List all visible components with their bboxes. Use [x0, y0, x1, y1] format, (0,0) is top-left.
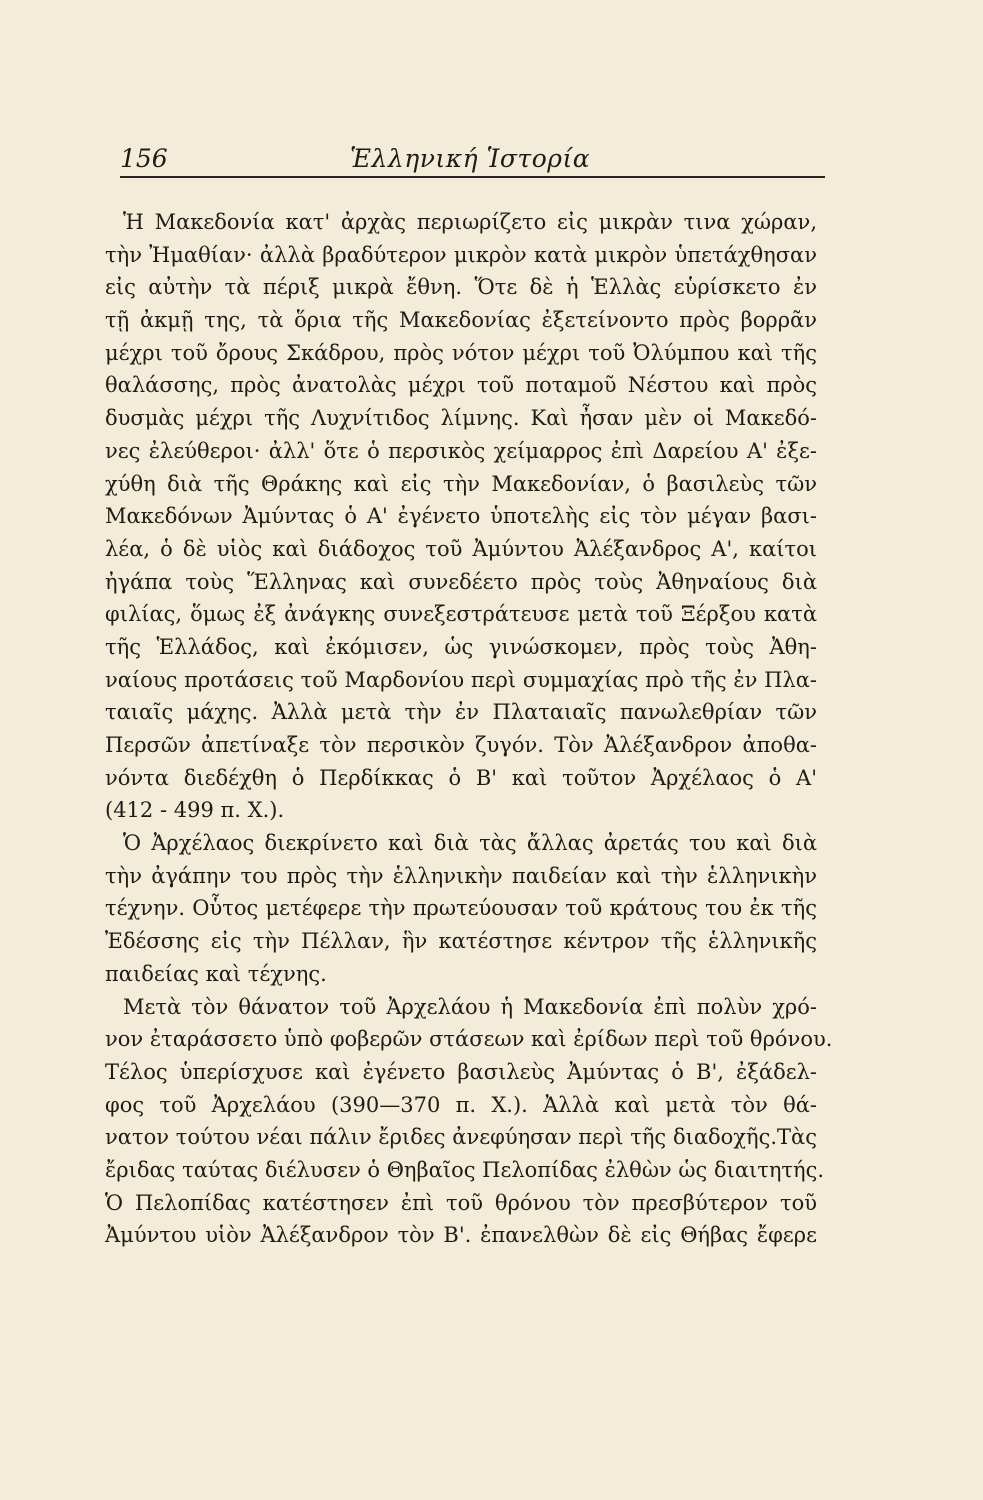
text-line: Ἐδέσσης εἰς τὴν Πέλλαν, ἣν κατέστησε κέντρον τῆς ἑλληνικῆς	[105, 929, 817, 954]
text-line: Ὁ Πελοπίδας κατέστησεν ἐπὶ τοῦ θρόνου τὸν πρεσβύτερον τοῦ	[105, 1190, 817, 1215]
page-header	[120, 140, 825, 180]
text-line: ἠγάπα τοὺς Ἕλληνας καὶ συνεδέετο πρὸς τοὺς Ἀθηναίους διὰ	[105, 569, 817, 594]
header-rule	[120, 176, 825, 178]
text-line: ἔριδας ταύτας διέλυσεν ὁ Θηβαῖος Πελοπίδας ἐλθὼν ὡς διαιτητής.	[105, 1157, 825, 1182]
running-title: Ἑλληνική Ἱστορία	[350, 144, 591, 173]
text-line: εἰς αὐτὴν τὰ πέριξ μικρὰ ἔθνη. Ὅτε δὲ ἡ Ἑλλὰς εὑρίσκετο ἐν	[105, 275, 817, 300]
text-line: θαλάσσης, πρὸς ἀνατολὰς μέχρι τοῦ ποταμοῦ Νέστου καὶ πρὸς	[105, 373, 817, 398]
text-line: φος τοῦ Ἀρχελάου (390—370 π. Χ.). Ἀλλὰ καὶ μετὰ τὸν θά-	[105, 1092, 817, 1117]
paragraph-3	[105, 991, 833, 1253]
text-line: Μακεδόνων Ἀμύντας ὁ Α' ἐγένετο ὑποτελὴς εἰς τὸν μέγαν βασι-	[105, 504, 817, 529]
text-line: ναίους προτάσεις τοῦ Μαρδονίου περὶ συμμαχίας πρὸ τῆς ἐν Πλα-	[105, 667, 817, 692]
text-line: τῆς Ἑλλάδος, καὶ ἐκόμισεν, ὡς γινώσκομεν, πρὸς τοὺς Ἀθη-	[105, 634, 817, 659]
body-text	[105, 206, 833, 1252]
text-line: τέχνην. Οὗτος μετέφερε τὴν πρωτεύουσαν τοῦ κράτους του ἐκ τῆς	[105, 896, 817, 921]
text-line: τῇ ἀκμῇ της, τὰ ὅρια τῆς Μακεδονίας ἐξετείνοντο πρὸς βορρᾶν	[105, 308, 817, 333]
text-line: μέχρι τοῦ ὄρους Σκάδρου, πρὸς νότον μέχρι τοῦ Ὀλύμπου καὶ τῆς	[105, 340, 817, 365]
text-line: ταιαῖς μάχης. Ἀλλὰ μετὰ τὴν ἐν Πλαταιαῖς πανωλεθρίαν τῶν	[105, 700, 817, 725]
text-line: Τέλος ὑπερίσχυσε καὶ ἐγένετο βασιλεὺς Ἀμύντας ὁ Β', ἐξάδελ-	[105, 1059, 817, 1084]
text-line: Ὁ Ἀρχέλαος διεκρίνετο καὶ διὰ τὰς ἄλλας ἀρετάς του καὶ διὰ	[123, 831, 817, 856]
paragraph-1	[105, 206, 817, 827]
text-line: τὴν ἀγάπην του πρὸς τὴν ἑλληνικὴν παιδείαν καὶ τὴν ἑλληνικὴν	[105, 863, 817, 888]
text-line: Μετὰ τὸν θάνατον τοῦ Ἀρχελάου ἡ Μακεδονία ἐπὶ πολὺν χρό-	[123, 994, 817, 1019]
text-line: Ἡ Μακεδονία κατ' ἀρχὰς περιωρίζετο εἰς μικρὰν τινα χώραν,	[123, 210, 817, 234]
text-line: τὴν Ἠμαθίαν· ἀλλὰ βραδύτερον μικρὸν κατὰ μικρὸν ὑπετάχθησαν	[105, 242, 817, 267]
text-line: φιλίας, ὅμως ἐξ ἀνάγκης συνεξεστράτευσε μετὰ τοῦ Ξέρξου κατὰ	[105, 602, 817, 627]
text-line: παιδείας καὶ τέχνης.	[105, 961, 327, 986]
text-line: νατον τούτου νέαι πάλιν ἔριδες ἀνεφύησαν περὶ τῆς διαδοχῆς.Τὰς	[105, 1125, 817, 1150]
text-line: νες ἐλεύθεροι· ἀλλ' ὅτε ὁ περσικὸς χείμαρρος ἐπὶ Δαρείου Α' ἐξε-	[105, 438, 817, 463]
text-line: χύθη διὰ τῆς Θράκης καὶ εἰς τὴν Μακεδονίαν, ὁ βασιλεὺς τῶν	[105, 471, 817, 496]
text-line: νον ἐταράσσετο ὑπὸ φοβερῶν στάσεων καὶ ἐρίδων περὶ τοῦ θρόνου.	[105, 1027, 833, 1052]
text-line: Περσῶν ἀπετίναξε τὸν περσικὸν ζυγόν. Τὸν Ἀλέξανδρον ἀποθα-	[105, 733, 817, 757]
page-number: 156	[120, 144, 168, 173]
text-line: λέα, ὁ δὲ υἱὸς καὶ διάδοχος τοῦ Ἀμύντου Ἀλέξανδρος Α', καίτοι	[105, 536, 817, 561]
text-line: Ἀμύντου υἱὸν Ἀλέξανδρον τὸν Β'. ἐπανελθὼν δὲ εἰς Θήβας ἔφερε	[105, 1223, 817, 1248]
text-line: νόντα διεδέχθη ὁ Περδίκκας ὁ Β' καὶ τοῦτον Ἀρχέλαος ὁ Α'	[105, 765, 817, 790]
text-line: δυσμὰς μέχρι τῆς Λυχνίτιδος λίμνης. Καὶ ἦσαν μὲν οἱ Μακεδό-	[105, 406, 817, 431]
paragraph-2	[105, 827, 817, 990]
text-line: (412 - 499 π. Χ.).	[105, 798, 285, 823]
